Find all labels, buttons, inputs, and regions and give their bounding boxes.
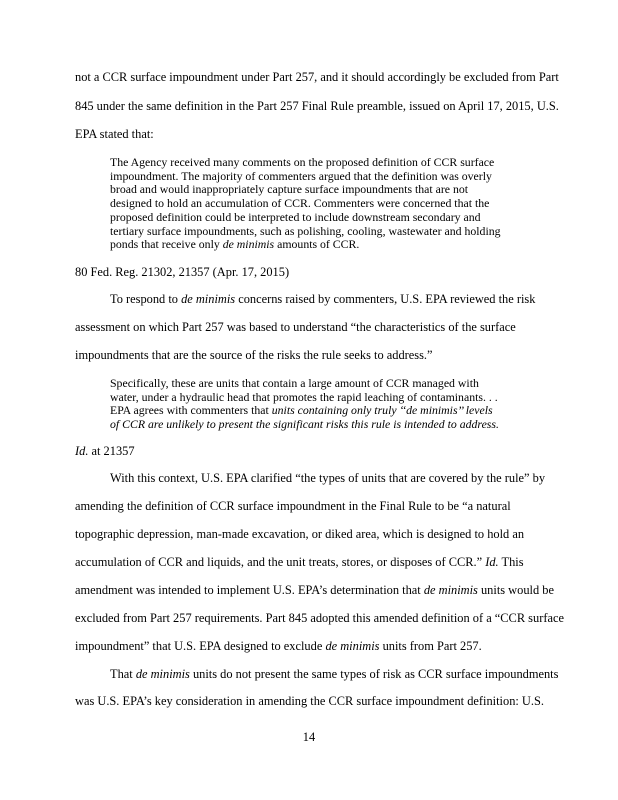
body-line: 845 under the same definition in the Part 257 Final Rule preamble, issued on April 17, 2015, U.S. xyxy=(75,99,559,113)
body-line: impoundment” that U.S. EPA designed to exclude de minimis units from Part 257. xyxy=(75,639,482,653)
quote-line: Specifically, these are units that contain a large amount of CCR managed with xyxy=(110,376,479,390)
quote-line: impoundment. The majority of commenters argued that the definition was overly xyxy=(110,168,492,183)
body-line: With this context, U.S. EPA clarified “the types of units that are covered by the rule” by xyxy=(110,471,546,485)
quote-line: designed to hold an accumulation of CCR. Commenters were concerned that the xyxy=(110,196,490,211)
quote-line: of CCR are unlikely to present the significant risks this rule is intended to address. xyxy=(110,417,499,432)
citation: 80 Fed. Reg. 21302, 21357 (Apr. 17, 2015) xyxy=(75,265,290,279)
citation: Id. at 21357 xyxy=(75,444,135,458)
body-line: That de minimis units do not present the same types of risk as CCR surface impoundments xyxy=(110,667,559,681)
body-line: accumulation of CCR and liquids, and the unit treats, stores, or disposes of CCR.” Id. This xyxy=(75,555,524,569)
body-line: amendment was intended to implement U.S. EPA’s determination that de minimis units would be xyxy=(75,583,554,597)
body-line: was U.S. EPA’s key consideration in amending the CCR surface impoundment definition: U.S. xyxy=(75,694,544,708)
block-quote-1 xyxy=(110,156,570,252)
quote-line: proposed definition could be interpreted to include downstream secondary and xyxy=(110,209,481,224)
quote-line: The Agency received many comments on the proposed definition of CCR surface xyxy=(110,155,495,169)
page-number: 14 xyxy=(302,730,316,744)
body-line: not a CCR surface impoundment under Part 257, and it should accordingly be excluded from Part xyxy=(75,70,559,84)
body-line: assessment on which Part 257 was based to understand “the characteristics of the surface xyxy=(75,320,516,334)
body-line: EPA stated that: xyxy=(75,127,154,141)
block-quote-2 xyxy=(110,377,570,432)
quote-line: broad and would inappropriately capture surface impoundments that are not xyxy=(110,182,469,197)
body-line: To respond to de minimis concerns raised by commenters, U.S. EPA reviewed the risk xyxy=(110,292,536,306)
body-line: excluded from Part 257 requirements. Part 845 adopted this amended definition of a “CCR surface xyxy=(75,611,564,625)
quote-line: ponds that receive only de minimis amounts of CCR. xyxy=(110,237,360,252)
body-line: amending the definition of CCR surface impoundment in the Final Rule to be “a natural xyxy=(75,499,511,513)
quote-line: water, under a hydraulic head that promotes the rapid leaching of contaminants. . . xyxy=(110,389,498,404)
body-line: impoundments that are the source of the risks the rule seeks to address.” xyxy=(75,348,433,362)
quote-line: EPA agrees with commenters that units containing only truly ‘‘de minimis’’ levels xyxy=(110,403,493,418)
quote-line: tertiary surface impoundments, such as polishing, cooling, wastewater and holding xyxy=(110,223,501,238)
body-line: topographic depression, man-made excavation, or diked area, which is designed to hold an xyxy=(75,527,525,541)
